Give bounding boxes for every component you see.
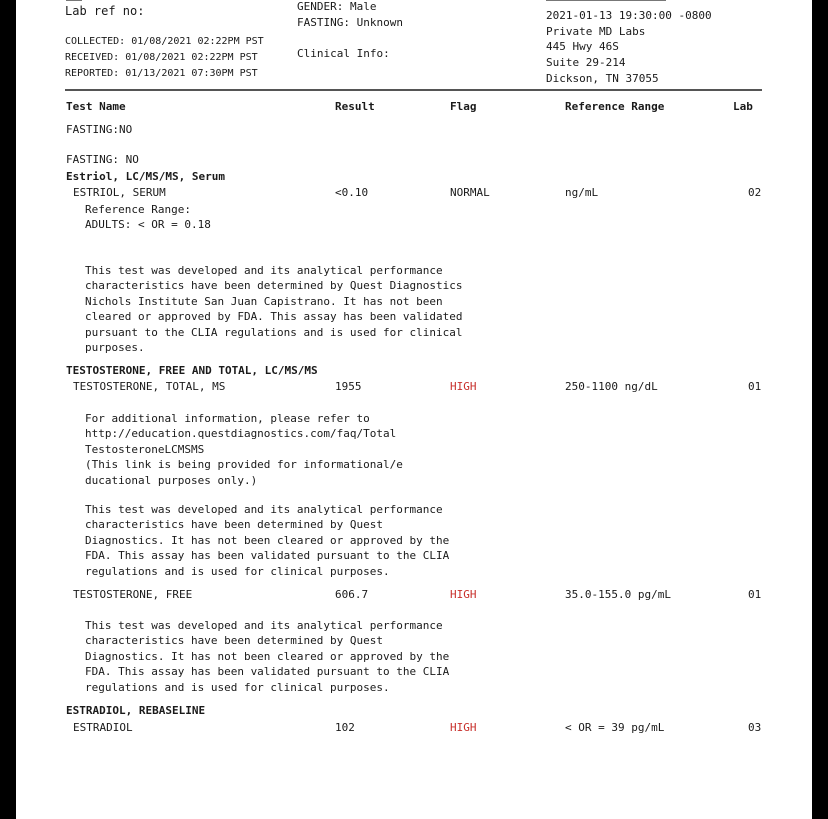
lab-code: 01 [748,588,762,601]
column-header-lab: Lab [733,100,753,113]
fasting-status: FASTING: Unknown [297,16,403,29]
test-flag: NORMAL [450,186,490,199]
test-flag-high: HIGH [450,588,477,601]
estriol-disclaimer: This test was developed and its analytical performance characteristics have been determined by Quest Diagnostics Nichols Institute San Juan Capistrano. It has not been cleared or approved by FDA. This assay has been validated pursuant to the CLIA regulations and is used for clinical purposes. [85,264,463,355]
reference-range-value: ADULTS: < OR = 0.18 [85,218,211,231]
test-name: TESTOSTERONE, TOTAL, MS [73,380,226,393]
test-result: 606.7 [335,588,369,601]
reference-range: < OR = 39 pg/mL [565,721,665,734]
lab-address-line2: Suite 29-214 [546,56,626,69]
lab-code: 02 [748,186,762,199]
fasting-note: FASTING: NO [66,153,139,166]
test-flag-high: HIGH [450,380,477,393]
test-result: 102 [335,721,355,734]
column-header-result: Result [335,100,375,113]
reference-range-label: Reference Range: [85,203,191,216]
received-date: RECEIVED: 01/08/2021 02:22PM PST [65,52,258,63]
panel-title-estradiol: ESTRADIOL, REBASELINE [66,704,206,717]
collected-date: COLLECTED: 01/08/2021 02:22PM PST [65,36,264,47]
cutoff-line [66,0,82,1]
testosterone-info-note: For additional information, please refer to http://education.questdiagnostics.com/faq/Total TestosteroneLCMSMS (This link is being provided for informational/e ducational purposes only.) [85,412,403,487]
test-name: ESTRADIOL [73,721,133,734]
panel-title-testosterone: TESTOSTERONE, FREE AND TOTAL, LC/MS/MS [66,364,318,377]
gender: GENDER: Male [297,0,377,13]
lab-address-line3: Dickson, TN 37055 [546,72,659,85]
lab-report-page [16,0,812,819]
reference-range: 35.0-155.0 pg/mL [565,588,671,601]
column-header-test-name: Test Name [66,100,126,113]
reported-date: REPORTED: 01/13/2021 07:30PM PST [65,68,258,79]
testosterone-free-disclaimer: This test was developed and its analytical performance characteristics have been determined by Quest Diagnostics. It has not been cleared or approved by the FDA. This assay has been validated pursuant to the CLIA regulations and is used for clinical purposes. [85,619,450,694]
reference-range: ng/mL [565,186,599,199]
cutoff-line [546,0,666,1]
test-result: 1955 [335,380,362,393]
panel-title-estriol: Estriol, LC/MS/MS, Serum [66,170,225,183]
testosterone-disclaimer: This test was developed and its analytical performance characteristics have been determined by Quest Diagnostics. It has not been cleared or approved by the FDA. This assay has been validated pursuant to the CLIA regulations and is used for clinical purposes. [85,503,450,578]
column-header-reference-range: Reference Range [565,100,665,113]
header-divider [65,89,762,91]
test-name: TESTOSTERONE, FREE [73,588,193,601]
test-flag-high: HIGH [450,721,477,734]
reference-range: 250-1100 ng/dL [565,380,658,393]
lab-address-line1: 445 Hwy 46S [546,40,619,53]
lab-code: 03 [748,721,762,734]
report-timestamp: 2021-01-13 19:30:00 -0800 [546,9,712,22]
test-name: ESTRIOL, SERUM [73,186,166,199]
lab-name: Private MD Labs [546,25,646,38]
column-header-flag: Flag [450,100,477,113]
clinical-info-label: Clinical Info: [297,47,390,60]
test-result: <0.10 [335,186,369,199]
lab-code: 01 [748,380,762,393]
fasting-note: FASTING:NO [66,123,133,136]
lab-ref-label: Lab ref no: [65,4,145,18]
